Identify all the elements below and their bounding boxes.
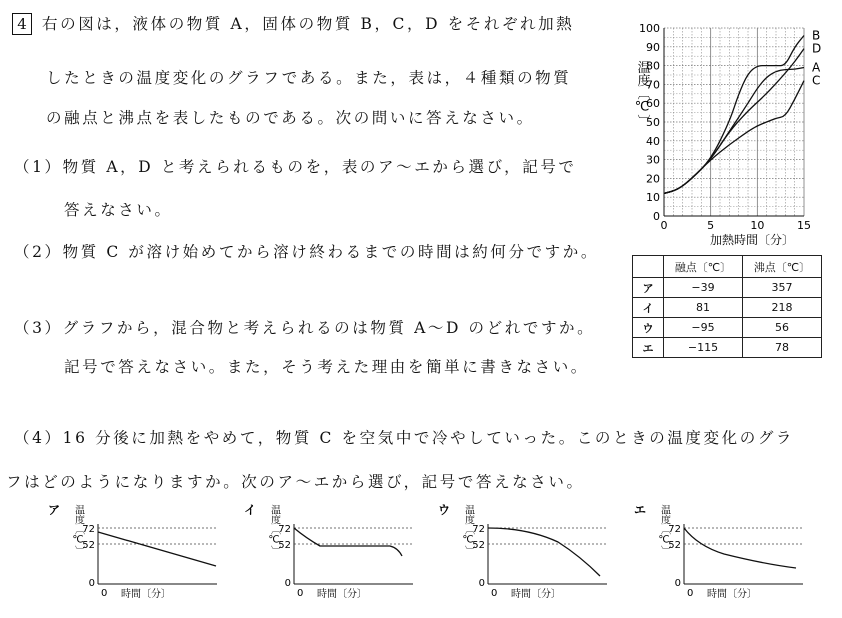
tick-72: 72 — [472, 524, 485, 535]
q4-line-1: （4）16 分後に加熱をやめて，物質 C を空気中で冷やしていった。このときの温度変化のグラ — [14, 429, 795, 447]
table-cell: −115 — [664, 338, 743, 358]
choice-xlabel: 時間〔分〕 — [707, 589, 757, 600]
chart-grid — [664, 28, 804, 216]
choice-xlabel: 時間〔分〕 — [511, 589, 561, 600]
y-tick-label: 30 — [646, 153, 660, 167]
choice-xlabel: 時間〔分〕 — [317, 589, 367, 600]
q3-line-1: （3）グラフから，混合物と考えられるのは物質 A～D のどれですか。 — [14, 319, 596, 337]
q4-line-2: フはどのようになりますか。次のア～エから選び，記号で答えなさい。 — [6, 473, 585, 491]
y-tick-label: 100 — [639, 22, 660, 35]
choice-curve — [98, 532, 216, 566]
series-label-A: A — [812, 60, 821, 75]
x-tick-label: 15 — [797, 219, 811, 232]
tick-0-x: 0 — [297, 588, 304, 599]
tick-52: 52 — [278, 540, 291, 551]
choice-curve-group — [98, 532, 216, 566]
choice-graph-1 — [42, 500, 217, 605]
choice-curve — [488, 528, 600, 576]
choice-label: イ — [244, 503, 257, 517]
series-line-B — [664, 36, 804, 194]
series-label-C: C — [812, 73, 821, 88]
series-label-D: D — [812, 41, 822, 56]
tick-72: 72 — [82, 524, 95, 535]
tick-0-x: 0 — [687, 588, 694, 599]
table-row — [633, 298, 822, 318]
chart-series — [664, 29, 821, 194]
choice-label: エ — [634, 503, 647, 517]
properties-table — [632, 255, 822, 358]
choice-curve — [684, 528, 796, 568]
table-cell: 56 — [743, 318, 822, 338]
x-tick-label: 0 — [660, 219, 668, 232]
table-header-cell — [633, 256, 664, 278]
choice-curve-group — [294, 528, 402, 556]
table-cell: イ — [633, 298, 664, 318]
table-header-cell: 融点〔℃〕 — [664, 256, 743, 278]
tick-52: 52 — [472, 540, 485, 551]
y-tick-label: 40 — [646, 134, 660, 148]
table-cell: 218 — [743, 298, 822, 318]
choice-curve-group — [488, 528, 600, 576]
intro-line-2: したときの温度変化のグラフである。また，表は，４種類の物質 — [46, 69, 572, 87]
y-tick-label: 70 — [646, 78, 660, 92]
table-row — [633, 338, 822, 358]
y-tick-label: 0 — [653, 210, 660, 223]
table-cell: −95 — [664, 318, 743, 338]
y-tick-label: 90 — [646, 40, 660, 54]
tick-52: 52 — [668, 540, 681, 551]
q2-line: （2）物質 C が溶け始めてから溶け終わるまでの時間は約何分ですか。 — [14, 243, 599, 261]
x-tick-label: 10 — [750, 219, 765, 232]
choice-graph-4 — [628, 500, 803, 605]
series-label-B: B — [812, 28, 821, 43]
choice-ylabel: 温度〔℃〕 — [268, 504, 280, 556]
tick-0: 0 — [88, 578, 95, 589]
table-cell: 78 — [743, 338, 822, 358]
choice-ylabel: 温度〔℃〕 — [658, 504, 670, 556]
table-cell: ウ — [633, 318, 664, 338]
x-tick-label: 5 — [707, 219, 715, 232]
tick-72: 72 — [668, 524, 681, 535]
tick-52: 52 — [82, 540, 95, 551]
y-tick-label: 50 — [646, 116, 660, 129]
intro-line-3: の融点と沸点を表したものである。次の問いに答えなさい。 — [46, 109, 535, 127]
series-line-C — [664, 81, 804, 194]
y-tick-label: 60 — [646, 97, 660, 111]
table-cell: 357 — [743, 278, 822, 298]
temperature-chart — [612, 14, 840, 246]
chart-xlabel: 加熱時間〔分〕 — [709, 233, 795, 246]
choice-label: ア — [48, 503, 61, 517]
table-header-row — [633, 256, 822, 278]
table-header-cell: 沸点〔℃〕 — [743, 256, 822, 278]
choice-curve — [294, 528, 402, 556]
choice-graph-2 — [238, 500, 413, 605]
series-line-A — [664, 67, 804, 193]
tick-0-x: 0 — [491, 588, 498, 599]
q1-line-2: 答えなさい。 — [64, 201, 173, 219]
tick-72: 72 — [278, 524, 291, 535]
choice-ylabel: 温度〔℃〕 — [462, 504, 474, 556]
tick-0-x: 0 — [101, 588, 108, 599]
chart-ylabel: 温度〔℃〕 — [634, 60, 650, 128]
q3-line-2: 記号で答えなさい。また，そう考えた理由を簡単に書きなさい。 — [64, 358, 589, 376]
table-row — [633, 318, 822, 338]
choice-xlabel: 時間〔分〕 — [121, 589, 171, 600]
choice-ylabel: 温度〔℃〕 — [72, 504, 84, 556]
table-cell: ア — [633, 278, 664, 298]
intro-line-1: 右の図は，液体の物質 A，固体の物質 B，C，D をそれぞれ加熱 — [42, 15, 575, 33]
table-cell: −39 — [664, 278, 743, 298]
tick-0: 0 — [674, 578, 681, 589]
choice-label: ウ — [438, 503, 451, 517]
y-tick-label: 20 — [646, 172, 660, 186]
tick-0: 0 — [478, 578, 485, 589]
y-tick-label: 10 — [646, 191, 660, 205]
table-row — [633, 278, 822, 298]
y-tick-label: 80 — [646, 59, 660, 73]
choice-graph-3 — [432, 500, 607, 605]
tick-0: 0 — [284, 578, 291, 589]
table-cell: エ — [633, 338, 664, 358]
table-cell: 81 — [664, 298, 743, 318]
question-number: 4 — [12, 13, 32, 35]
choice-curve-group — [684, 528, 796, 568]
question-header — [12, 12, 574, 35]
q1-line-1: （1）物質 A，D と考えられるものを，表のア～エから選び，記号で — [14, 158, 577, 176]
